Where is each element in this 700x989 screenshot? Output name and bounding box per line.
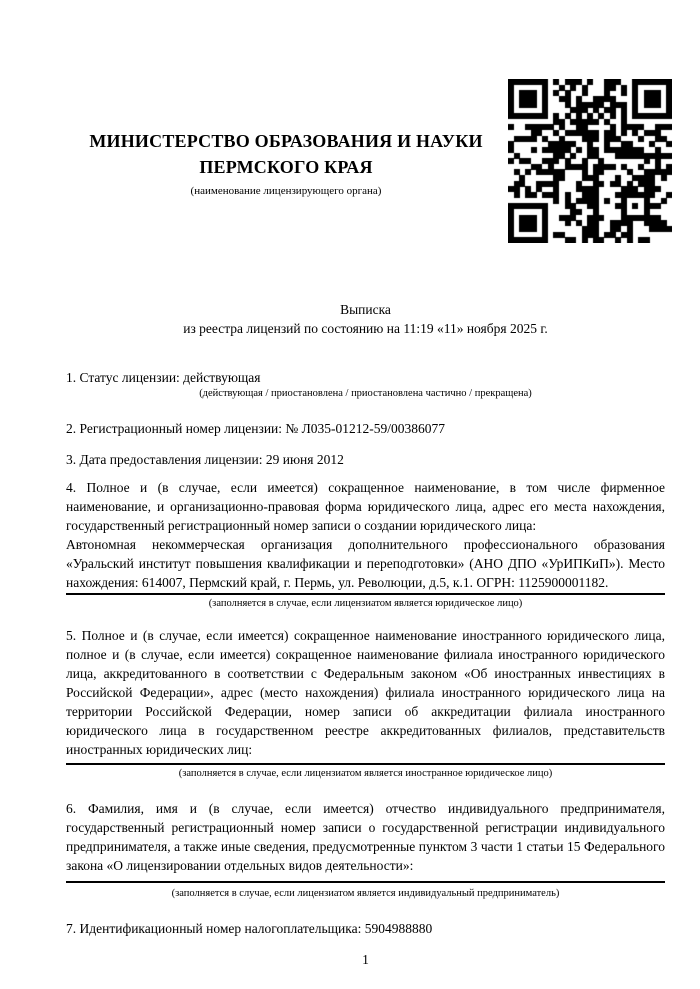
foreign-entity-section — [66, 626, 665, 781]
legal-entity-section — [66, 478, 665, 611]
taxpayer-number: 7. Идентификационный номер налогоплательщика: 5904988880 — [66, 921, 433, 936]
registration-number: 2. Регистрационный номер лицензии: № Л035-01212-59/00386077 — [66, 421, 446, 436]
license-status-hint: (действующая / приостановлена / приостановлена частично / прекращена) — [199, 388, 532, 399]
document-title: Выписка — [340, 302, 391, 317]
document-body — [66, 300, 665, 969]
foreign-entity-rule — [66, 763, 665, 765]
legal-entity-label: 4. Полное и (в случае, если имеется) сокращенное наименование, в том числе фирменное наименование, и организационно-правовая форма юридического лица, адрес его места нахождения, государственный регистрационный номер записи о создании юридического лица: — [66, 480, 665, 533]
document-title-block — [66, 300, 665, 338]
ministry-name-line2: ПЕРМСКОГО КРАЯ — [199, 157, 373, 177]
entrepreneur-label: 6. Фамилия, имя и (в случае, если имеется) отчество индивидуального предпринимателя, государственный регистрационный номер записи о государственной регистрации индивидуального предпринимателя, а также иные сведения, предусмотренные пунктом 3 части 1 статьи 15 Федерального закона «О лицензировании отдельных видов деятельности»: — [66, 801, 665, 873]
entrepreneur-section — [66, 799, 665, 901]
legal-entity-rule — [66, 593, 665, 595]
entrepreneur-rule — [66, 881, 665, 883]
license-status: 1. Статус лицензии: действующая — [66, 370, 261, 385]
ministry-name-line1: МИНИСТЕРСТВО ОБРАЗОВАНИЯ И НАУКИ — [89, 131, 483, 151]
licensing-authority-header — [66, 128, 506, 198]
document-subtitle: из реестра лицензий по состоянию на 11:19 «11» ноября 2025 г. — [183, 321, 548, 336]
qr-code — [508, 79, 672, 243]
page-number: 1 — [362, 952, 369, 967]
legal-entity-footnote: (заполняется в случае, если лицензиатом является юридическое лицо) — [208, 598, 523, 609]
legal-entity-value: Автономная некоммерческая организация дополнительного профессионального образования «Уральский институт повышения квалификации и переподготовки» (АНО ДПО «УрИПКиП»). Место нахождения: 614007, Пермский край, г. Пермь, ул. Революции, д.5, к.1. ОГРН: 1125900001182. — [66, 537, 665, 590]
foreign-entity-footnote: (заполняется в случае, если лицензиатом является иностранное юридическое лицо) — [178, 768, 553, 779]
foreign-entity-label: 5. Полное и (в случае, если имеется) сокращенное наименование иностранного юридического лица, полное и (в случае, если имеется) сокращенное наименование филиала иностранного юридического лица, аккредитованного в соответствии с Федеральным законом «Об иностранных инвестициях в Российской Федерации», адрес (место нахождения) филиала иностранного юридического лица на территории Российской Федерации, номер записи об аккредитации филиала иностранного юридического лица в государственном реестре аккредитованных филиалов, представительств иностранных юридических лиц: — [66, 628, 665, 757]
ministry-caption: (наименование лицензирующего органа) — [190, 185, 382, 197]
entrepreneur-footnote: (заполняется в случае, если лицензиатом является индивидуальный предприниматель) — [171, 888, 560, 899]
grant-date: 3. Дата предоставления лицензии: 29 июня 2012 — [66, 452, 344, 467]
